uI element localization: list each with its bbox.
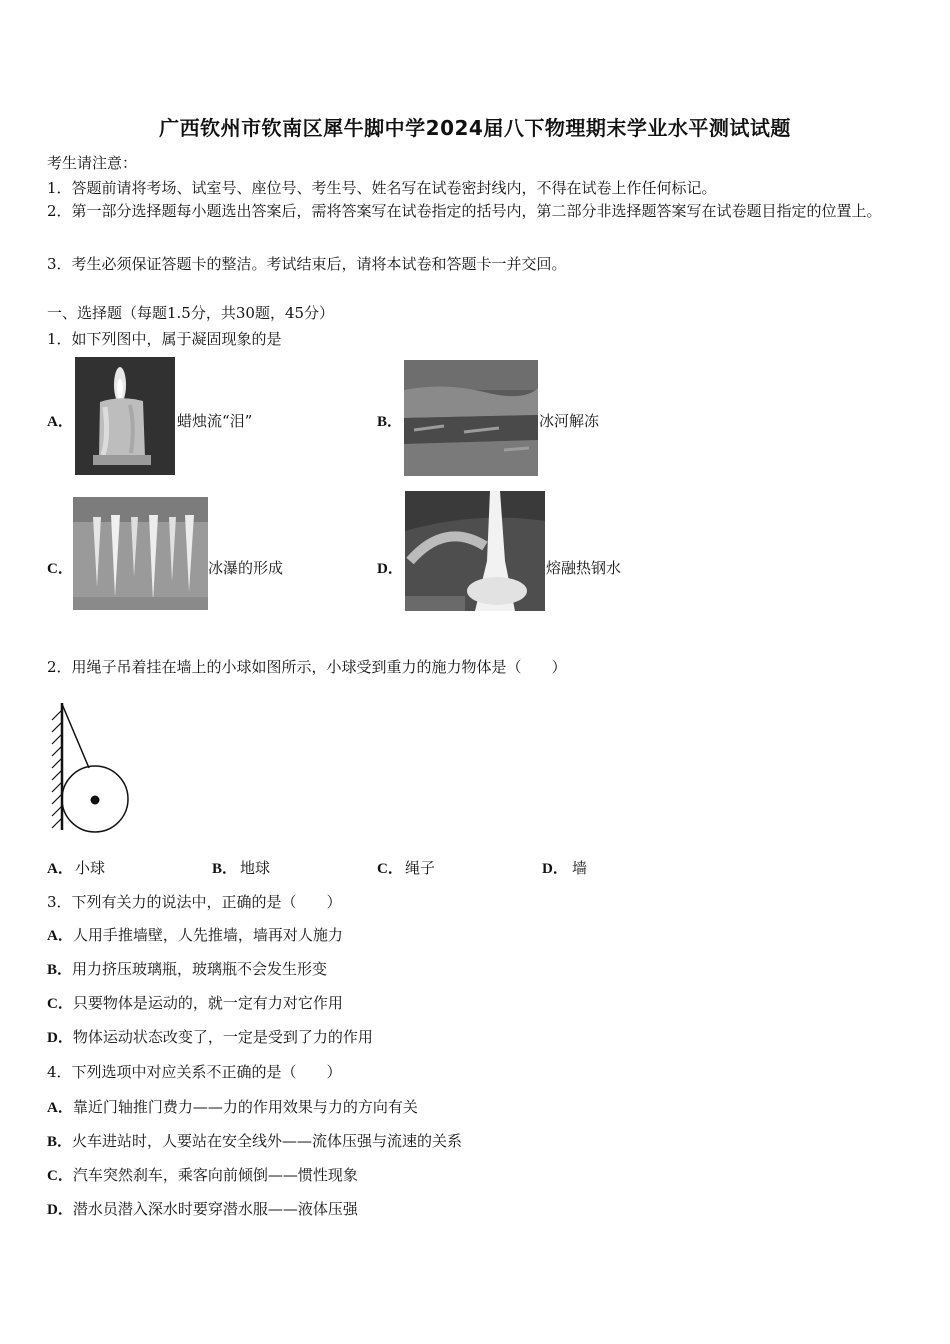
q1-option-a-text: 蜡烛流“泪”	[177, 412, 253, 430]
icefall-photo	[73, 497, 208, 610]
notice-item-2: 2．第一部分选择题每小题选出答案后，需将答案写在试卷指定的括号内，第二部分非选择题答案写在试卷题目指定的位置上。	[47, 202, 882, 220]
section-heading: 一、选择题（每题1.5分，共30题，45分）	[47, 304, 335, 322]
q2-option-b-letter: B．	[212, 861, 238, 877]
q4-option-c-letter: C．	[47, 1168, 73, 1184]
river-photo	[404, 360, 538, 476]
q4-option-d-letter: D．	[47, 1202, 73, 1218]
q1-option-b-text: 冰河解冻	[539, 412, 600, 430]
q3-option-c-text: 只要物体是运动的，就一定有力对它作用	[72, 994, 343, 1012]
q4-option-a-text: 靠近门轴推门费力——力的作用效果与力的方向有关	[72, 1098, 418, 1116]
q2-option-c-letter: C．	[377, 861, 403, 877]
q4-option-b-letter: B．	[47, 1134, 73, 1150]
q3-option-a-letter: A．	[47, 928, 73, 944]
q1-option-c-letter: C．	[47, 561, 73, 577]
notice-item-1: 1．答题前请将考场、试室号、座位号、考生号、姓名写在试卷密封线内，不得在试卷上作任何标记。	[47, 179, 717, 197]
question-2-stem: 2．用绳子吊着挂在墙上的小球如图所示，小球受到重力的施力物体是（ ）	[47, 658, 567, 676]
q1-option-b-letter: B．	[377, 414, 403, 430]
question-3-stem: 3．下列有关力的说法中，正确的是（ ）	[47, 893, 342, 911]
q3-option-a-text: 人用手推墙壁，人先推墙，墙再对人施力	[72, 926, 343, 944]
q1-option-d-text: 熔融热钢水	[546, 559, 622, 577]
q4-option-c	[47, 1164, 358, 1185]
q2-option-a-letter: A．	[47, 861, 73, 877]
q3-option-b-text: 用力挤压玻璃瓶，玻璃瓶不会发生形变	[72, 960, 328, 978]
q3-option-d	[47, 1026, 373, 1047]
question-1-stem: 1．如下列图中，属于凝固现象的是	[47, 330, 282, 348]
q2-option-c-text: 绳子	[405, 859, 436, 877]
q4-option-b	[47, 1130, 462, 1151]
q2-option-b-text: 地球	[240, 859, 271, 877]
q3-option-b	[47, 958, 327, 979]
q1-option-c-text: 冰瀑的形成	[208, 559, 284, 577]
q4-option-d-text: 潜水员潜入深水时要穿潜水服——液体压强	[72, 1200, 358, 1218]
q2-option-a-text: 小球	[75, 859, 106, 877]
q4-option-a-letter: A．	[47, 1100, 73, 1116]
q1-option-d-letter: D．	[377, 561, 403, 577]
steel-photo	[405, 491, 545, 611]
question-4-stem: 4．下列选项中对应关系不正确的是（ ）	[47, 1063, 342, 1081]
q2-option-d-text: 墙	[572, 859, 588, 877]
candle-photo	[75, 357, 175, 475]
q3-option-c	[47, 992, 343, 1013]
q4-option-b-text: 火车进站时，人要站在安全线外——流体压强与流速的关系	[72, 1132, 463, 1150]
q4-option-a	[47, 1096, 418, 1117]
q3-option-b-letter: B．	[47, 962, 73, 978]
q1-option-a-letter: A．	[47, 414, 73, 430]
notice-item-3: 3．考生必须保证答题卡的整洁。考试结束后，请将本试卷和答题卡一并交回。	[47, 255, 567, 273]
q3-option-d-text: 物体运动状态改变了，一定是受到了力的作用	[72, 1028, 373, 1046]
q3-option-a	[47, 924, 343, 945]
notice-heading: 考生请注意：	[47, 154, 138, 172]
hanging-ball-diagram	[45, 700, 135, 835]
q3-option-c-letter: C．	[47, 996, 73, 1012]
q4-option-c-text: 汽车突然刹车，乘客向前倾倒——惯性现象	[72, 1166, 358, 1184]
q2-option-d-letter: D．	[542, 861, 568, 877]
q4-option-d	[47, 1198, 358, 1219]
page-title: 广西钦州市钦南区犀牛脚中学2024届八下物理期末学业水平测试试题	[159, 116, 791, 140]
q3-option-d-letter: D．	[47, 1030, 73, 1046]
